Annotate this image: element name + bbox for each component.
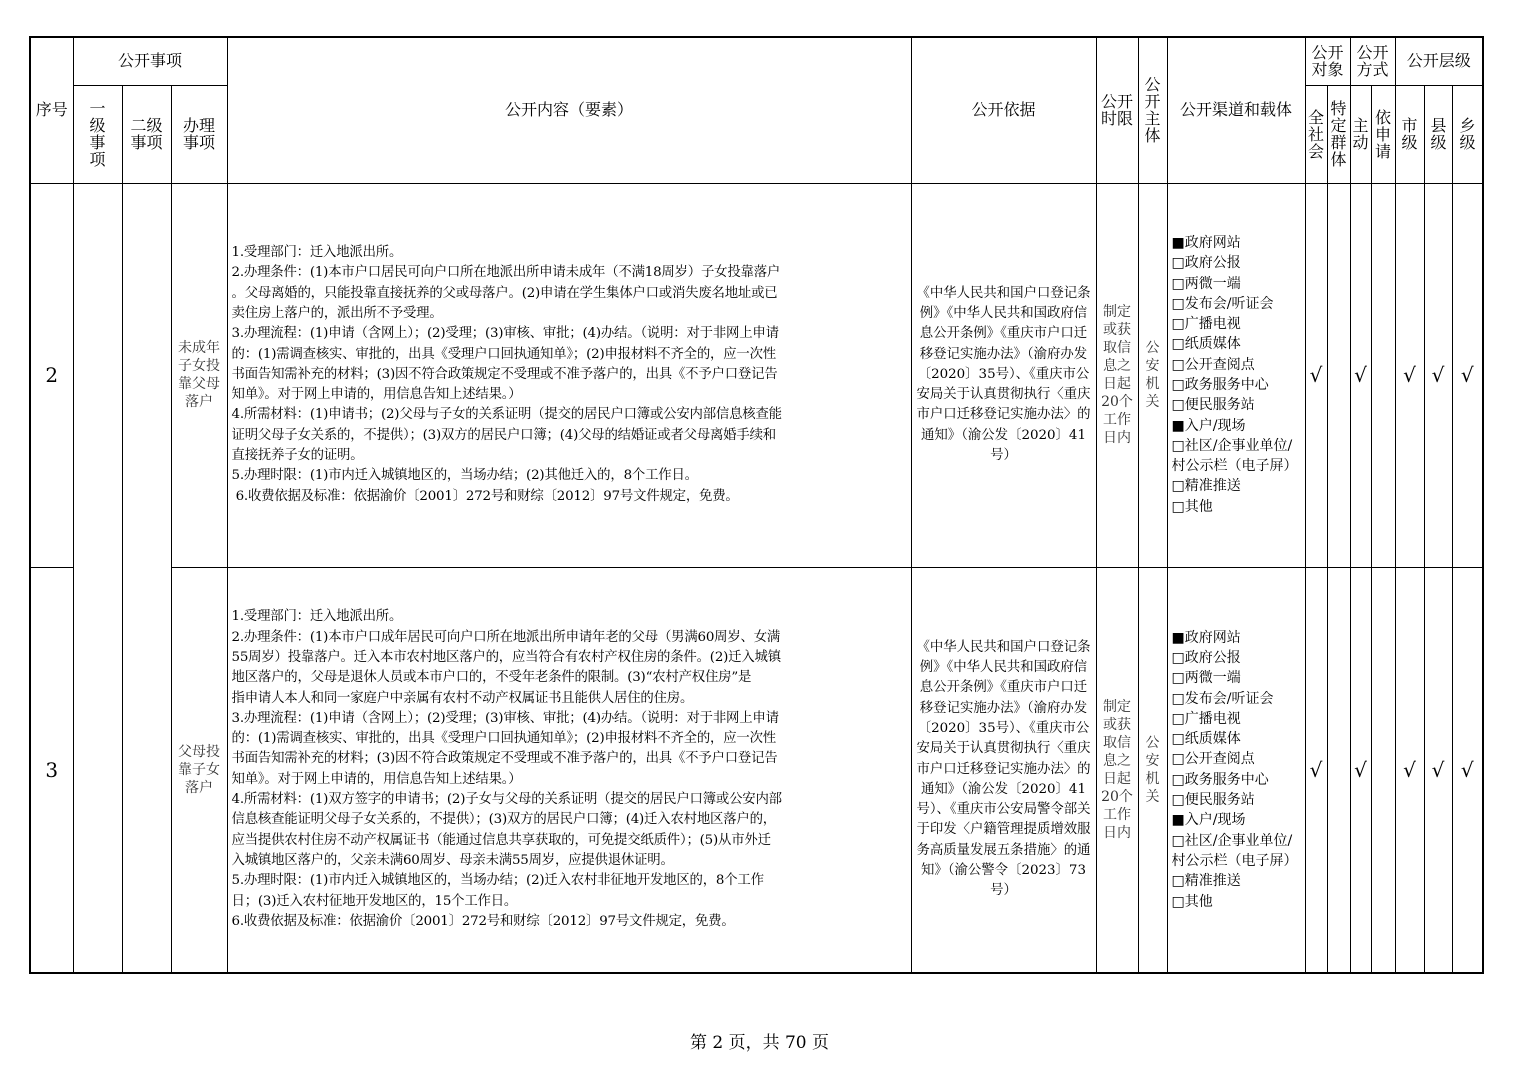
header-level-city: 市级 <box>1395 85 1424 183</box>
row-content <box>227 567 911 973</box>
header-target-group: 公开对象 <box>1305 37 1350 85</box>
list-line: 6.收费依据及标准：依据渝价〔2001〕272号和财综〔2012〕97号文件规定，免费。 <box>231 913 735 929</box>
list-line: 4.所需材料：(1)申请书；(2)父母与子女的关系证明（提交的居民户口簿或公安内部信息核查能 <box>231 407 782 423</box>
row-target-all: √ <box>1305 567 1327 973</box>
list-line: □其他 <box>1171 893 1213 910</box>
list-line: 知单》。对于网上申请的，用信息告知上述结果。） <box>231 387 522 403</box>
list-line: 直接抚养子女的证明。 <box>231 448 364 464</box>
row-mode-apply <box>1371 567 1395 973</box>
row-handle: 父母投靠子女落户 <box>171 567 227 973</box>
row-level2 <box>122 567 171 973</box>
row-target-specific <box>1327 567 1350 973</box>
row-mode-active: √ <box>1350 567 1371 973</box>
header-level-county: 县级 <box>1424 85 1452 183</box>
list-line: 指申请人本人和同一家庭户中亲属有农村不动产权属证书且能供人居住的住房。 <box>231 690 694 706</box>
row-level1 <box>73 183 122 567</box>
row-level-township: √ <box>1452 183 1483 567</box>
list-line: 卖住房上落户的，派出所不予受理。 <box>231 305 443 321</box>
list-line: 日；(3)迁入农村征地开发地区的，15个工作日。 <box>231 893 518 909</box>
row-level-township: √ <box>1452 567 1483 973</box>
row-mode-active: √ <box>1350 183 1371 567</box>
list-line: □社区/企事业单位/村公示栏（电子屏） <box>1171 437 1298 475</box>
header-content: 公开内容（要素） <box>227 37 911 183</box>
header-mode-apply: 依申请 <box>1371 85 1395 183</box>
list-line: 入城镇地区落户的，父亲未满60周岁、母亲未满55周岁，应提供退休证明。 <box>231 852 674 868</box>
row-mode-apply <box>1371 183 1395 567</box>
row-channels <box>1167 567 1305 973</box>
row-level-city: √ <box>1395 183 1424 567</box>
list-line: ■入户/现场 <box>1171 812 1246 829</box>
row-time-limit: 制定或获取信息之日起20个工作日内 <box>1096 567 1138 973</box>
header-subject: 公开主体 <box>1138 37 1167 183</box>
list-line: 地区落户的，父母是退休人员或本市户口的，不受年老条件的限制。(3)“农村产权住房”是 <box>231 670 752 686</box>
list-line: □其他 <box>1171 498 1213 515</box>
list-line: 证明父母子女关系的，不提供）；(3)双方的居民户口簿；(4)父母的结婚证或者父母离婚手续和 <box>231 427 776 443</box>
list-line: 的：(1)需调查核实、审批的，出具《受理户口回执通知单》；(2)申报材料不齐全的，应一次性 <box>231 346 776 362</box>
row-subject: 公安机关 <box>1138 567 1167 973</box>
row-target-specific <box>1327 183 1350 567</box>
row-level-county: √ <box>1424 567 1452 973</box>
header-handle: 办理事项 <box>171 85 227 183</box>
header-level-township: 乡级 <box>1452 85 1483 183</box>
list-line: 6.收费依据及标准：依据渝价〔2001〕272号和财综〔2012〕97号文件规定，免费。 <box>231 488 739 504</box>
list-line: □发布会/听证会 <box>1171 295 1274 312</box>
list-line: 5.办理时限：(1)市内迁入城镇地区的，当场办结；(2)其他迁入的，8个工作日。 <box>231 468 698 484</box>
row-channels <box>1167 183 1305 567</box>
table-row <box>30 567 1483 973</box>
list-line: □公开查阅点 <box>1171 356 1255 373</box>
list-line: 书面告知需补充的材料；(3)因不符合政策规定不受理或不准予落户的，出具《不予户口登记告 <box>231 751 778 767</box>
list-line: 55周岁）投靠落户。迁入本市农村地区落户的，应当符合有农村产权住房的条件。(2)迁入城镇 <box>231 649 781 665</box>
list-line: □社区/企事业单位/村公示栏（电子屏） <box>1171 832 1298 869</box>
table-row <box>30 183 1483 567</box>
header-basis: 公开依据 <box>911 37 1096 183</box>
list-line: □广播电视 <box>1171 710 1241 727</box>
list-line: 1.受理部门：迁入地派出所。 <box>231 609 403 625</box>
header-mode-group: 公开方式 <box>1350 37 1395 85</box>
row-basis: 《中华人民共和国户口登记条例》《中华人民共和国政府信息公开条例》《重庆市户口迁移登记实施办法》（渝府办发〔2020〕35号）、《重庆市公安局关于认真贯彻执行〈重庆市户口迁移登记实施办法〉的通知》（渝公发〔2020〕41号）、《重庆市公安局警令部关于印发〈户籍管理提质增效服务高质量发展五条措施〉的通知》（渝公警令〔2023〕73号） <box>911 567 1096 973</box>
list-line: 3.办理流程：(1)申请（含网上）；(2)受理；(3)审核、审批；(4)办结。（说明：对于非网上申请 <box>231 710 779 726</box>
row-target-all: √ <box>1305 183 1327 567</box>
header-mode-active: 主动 <box>1350 85 1371 183</box>
list-line: 书面告知需补充的材料；(3)因不符合政策规定不受理或不准予落户的，出具《不予户口登记告 <box>231 366 778 382</box>
list-line: □发布会/听证会 <box>1171 690 1274 707</box>
list-line: ■入户/现场 <box>1171 417 1246 434</box>
list-line: □政府公报 <box>1171 649 1241 666</box>
list-line: □纸质媒体 <box>1171 731 1241 748</box>
page-number: 第 2 页，共 70 页 <box>689 1033 830 1053</box>
header-target-specific: 特定群体 <box>1327 85 1350 183</box>
list-line: ■政府网站 <box>1171 234 1241 251</box>
list-line: □政务服务中心 <box>1171 771 1269 788</box>
row-level-county: √ <box>1424 183 1452 567</box>
header-level1: 一级事项 <box>73 85 122 183</box>
list-line: 的：(1)需调查核实、审批的，出具《受理户口回执通知单》；(2)申报材料不齐全的，应一次性 <box>231 731 776 747</box>
header-time-limit: 公开时限 <box>1096 37 1138 183</box>
list-line: □两微一端 <box>1171 670 1241 687</box>
row-time-limit: 制定或获取信息之日起20个工作日内 <box>1096 183 1138 567</box>
row-level2 <box>122 183 171 567</box>
list-line: 4.所需材料：(1)双方签字的申请书；(2)子女与父母的关系证明（提交的居民户口簿或公安内部 <box>231 792 782 808</box>
row-level-city: √ <box>1395 567 1424 973</box>
row-content <box>227 183 911 567</box>
row-handle: 未成年子女投靠父母落户 <box>171 183 227 567</box>
list-line: □便民服务站 <box>1171 397 1255 414</box>
header-level2: 二级事项 <box>122 85 171 183</box>
list-line: □政府公报 <box>1171 255 1241 272</box>
header-target-all: 全社会 <box>1305 85 1327 183</box>
list-line: □广播电视 <box>1171 316 1241 333</box>
list-line: □两微一端 <box>1171 275 1241 292</box>
row-subject: 公安机关 <box>1138 183 1167 567</box>
header-channels: 公开渠道和载体 <box>1167 37 1305 183</box>
header-level-group: 公开层级 <box>1395 37 1483 85</box>
list-line: □精准推送 <box>1171 478 1241 495</box>
list-line: □公开查阅点 <box>1171 751 1255 768</box>
row-seq: 3 <box>30 567 73 973</box>
list-line: □政务服务中心 <box>1171 377 1269 393</box>
list-line: □精准推送 <box>1171 873 1241 890</box>
list-line: 1.受理部门：迁入地派出所。 <box>231 245 403 261</box>
list-line: 3.办理流程：(1)申请（含网上）；(2)受理；(3)审核、审批；(4)办结。（说明：对于非网上申请 <box>231 326 779 342</box>
list-line: 应当提供农村住房不动产权属证书（能通过信息共享获取的，可免提交纸质件）；(5)从市外迁 <box>231 832 771 848</box>
header-seq: 序号 <box>30 37 73 183</box>
list-line: 2.办理条件：(1)本市户口居民可向户口所在地派出所申请未成年（不满18周岁）子女投靠落户 <box>231 265 781 281</box>
content-lines <box>232 607 907 932</box>
list-line: 5.办理时限：(1)市内迁入城镇地区的，当场办结；(2)迁入农村非征地开发地区的，8个工作 <box>231 873 764 889</box>
list-line: 信息核查能证明父母子女关系的，不提供）；(3)双方的居民户口簿；(4)迁入农村地区落户的， <box>231 812 776 828</box>
list-line: □便民服务站 <box>1171 792 1255 809</box>
row-seq: 2 <box>30 183 73 567</box>
disclosure-table <box>29 36 1484 974</box>
header-items-group: 公开事项 <box>73 37 227 85</box>
list-line: 2.办理条件：(1)本市户口成年居民可向户口所在地派出所申请年老的父母（男满60周岁、女满 <box>231 629 781 645</box>
channel-list <box>1172 628 1301 912</box>
content-lines <box>232 243 907 507</box>
channel-list <box>1172 233 1301 517</box>
row-level1 <box>73 567 122 973</box>
list-line: 知单》。对于网上申请的，用信息告知上述结果。） <box>231 771 522 787</box>
list-line: □纸质媒体 <box>1171 336 1241 353</box>
row-basis: 《中华人民共和国户口登记条例》《中华人民共和国政府信息公开条例》《重庆市户口迁移登记实施办法》（渝府办发〔2020〕35号）、《重庆市公安局关于认真贯彻执行〈重庆市户口迁移登记实施办法〉的通知》（渝公发〔2020〕41号） <box>911 183 1096 567</box>
list-line: ■政府网站 <box>1171 629 1241 646</box>
list-line: 。父母离婚的，只能投靠直接抚养的父或母落户。(2)申请在学生集体户口或消失废名地址或已 <box>231 285 778 301</box>
